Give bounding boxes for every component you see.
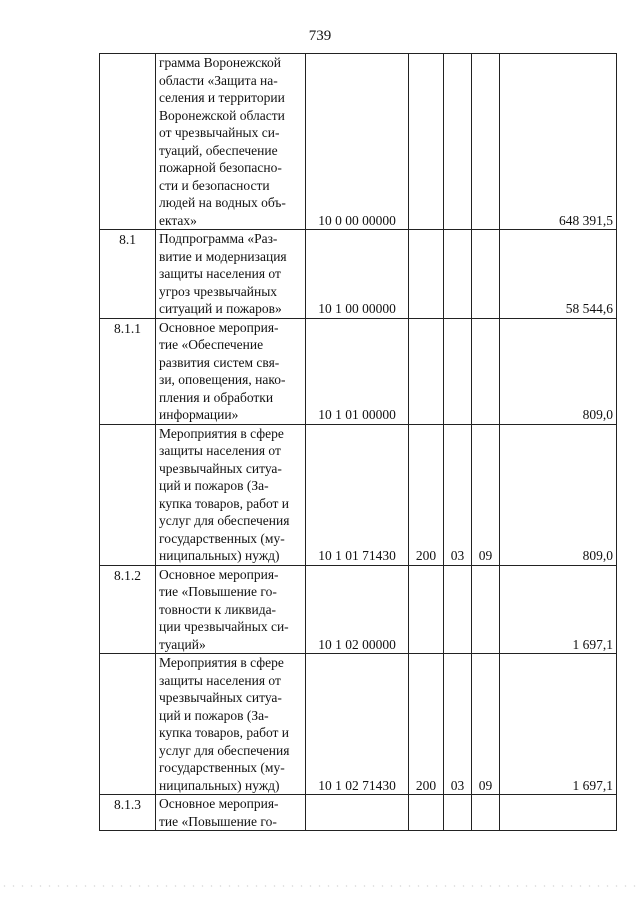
target-article-cell (306, 795, 409, 831)
subsection-cell (472, 795, 500, 831)
amount-cell: 58 544,6 (500, 230, 617, 319)
name-line: пления и обработки (159, 389, 274, 405)
name-line: чрезвычайных ситуа- (159, 690, 282, 705)
expense-type-cell (409, 565, 444, 654)
name-line: Мероприятия в сфере (159, 425, 284, 441)
expense-type-cell (409, 795, 444, 831)
target-article-cell: 10 1 02 71430 (306, 654, 409, 795)
section-cell (444, 565, 472, 654)
name-line: ции чрезвычайных си- (159, 619, 289, 634)
name-line: ниципальных) нужд) (159, 777, 280, 793)
name-line: ектах» (159, 212, 197, 228)
name-line: угроз чрезвычайных (159, 283, 278, 299)
name-line: товности к ликвида- (159, 601, 277, 617)
row-number-cell (100, 654, 156, 795)
target-article-cell: 10 0 00 00000 (306, 54, 409, 230)
name-line: селения и территории (159, 90, 285, 105)
name-line: области «Защита на- (159, 72, 278, 88)
subsection-cell: 09 (472, 654, 500, 795)
row-number-cell: 8.1.3 (100, 795, 156, 831)
section-cell (444, 318, 472, 424)
expense-type-cell (409, 54, 444, 230)
amount-cell: 648 391,5 (500, 54, 617, 230)
name-line: услуг для обеспечения (159, 742, 290, 758)
scan-artifact-line (0, 884, 640, 888)
name-line: услуг для обеспечения (159, 513, 290, 528)
row-name-cell (156, 230, 306, 319)
name-line: витие и модернизация (159, 248, 287, 264)
expense-type-cell: 200 (409, 424, 444, 565)
name-line: Основное мероприя- (159, 796, 279, 811)
subsection-cell (472, 230, 500, 319)
row-name-cell (156, 565, 306, 654)
table-row (100, 230, 617, 319)
row-name-cell (156, 795, 306, 831)
row-number-cell: 8.1.2 (100, 565, 156, 654)
section-cell (444, 230, 472, 319)
table-row (100, 795, 617, 831)
name-line: тие «Обеспечение (159, 337, 264, 352)
target-article-cell: 10 1 02 00000 (306, 565, 409, 654)
target-article-cell: 10 1 01 71430 (306, 424, 409, 565)
amount-cell: 1 697,1 (500, 565, 617, 654)
row-number-cell (100, 54, 156, 230)
expense-type-cell (409, 230, 444, 319)
name-line: государственных (му- (159, 760, 285, 775)
section-cell (444, 54, 472, 230)
expense-type-cell (409, 318, 444, 424)
name-line: сти и безопасности (159, 177, 270, 193)
section-cell: 03 (444, 424, 472, 565)
name-line: Подпрограмма «Раз- (159, 231, 278, 246)
table-row (100, 654, 617, 795)
name-line: Воронежской области (159, 107, 285, 123)
target-article-cell: 10 1 01 00000 (306, 318, 409, 424)
amount-cell (500, 795, 617, 831)
name-line: защиты населения от (159, 266, 281, 281)
subsection-cell: 09 (472, 424, 500, 565)
amount-cell: 809,0 (500, 318, 617, 424)
name-line: ций и пожаров (За- (159, 707, 269, 723)
row-name-cell (156, 54, 306, 230)
table-row (100, 318, 617, 424)
row-name-cell (156, 424, 306, 565)
name-line: людей на водных объ- (159, 195, 286, 210)
budget-table (99, 53, 617, 831)
name-line: туаций» (159, 636, 206, 652)
row-number-cell (100, 424, 156, 565)
name-line: тие «Повышение го- (159, 813, 277, 829)
name-line: купка товаров, работ и (159, 725, 290, 740)
expense-type-cell: 200 (409, 654, 444, 795)
page-number: 739 (308, 28, 332, 44)
subsection-cell (472, 54, 500, 230)
name-line: ций и пожаров (За- (159, 478, 269, 493)
target-article-cell: 10 1 00 00000 (306, 230, 409, 319)
name-line: чрезвычайных ситуа- (159, 460, 282, 476)
section-cell: 03 (444, 654, 472, 795)
name-line: Основное мероприя- (159, 319, 279, 335)
name-line: информации» (159, 407, 239, 422)
table-row (100, 424, 617, 565)
table-row (100, 565, 617, 654)
name-line: Мероприятия в сфере (159, 655, 284, 670)
subsection-cell (472, 318, 500, 424)
section-cell (444, 795, 472, 831)
name-line: пожарной безопасно- (159, 160, 282, 175)
name-line: развития систем свя- (159, 354, 280, 370)
name-line: ниципальных) нужд) (159, 548, 280, 563)
subsection-cell (472, 565, 500, 654)
name-line: государственных (му- (159, 530, 285, 546)
name-line: защиты населения от (159, 672, 281, 688)
row-name-cell (156, 654, 306, 795)
name-line: туаций, обеспечение (159, 142, 278, 158)
table-row (100, 54, 617, 230)
name-line: от чрезвычайных си- (159, 125, 280, 140)
row-name-cell (156, 318, 306, 424)
row-number-cell: 8.1.1 (100, 318, 156, 424)
name-line: защиты населения от (159, 443, 281, 458)
name-line: зи, оповещения, нако- (159, 372, 286, 387)
name-line: Основное мероприя- (159, 566, 279, 582)
amount-cell: 809,0 (500, 424, 617, 565)
row-number-cell: 8.1 (100, 230, 156, 319)
name-line: грамма Воронежской (159, 55, 282, 70)
name-line: тие «Повышение го- (159, 584, 277, 599)
table-body (100, 54, 617, 831)
amount-cell: 1 697,1 (500, 654, 617, 795)
name-line: купка товаров, работ и (159, 495, 290, 511)
name-line: ситуаций и пожаров» (159, 301, 282, 316)
